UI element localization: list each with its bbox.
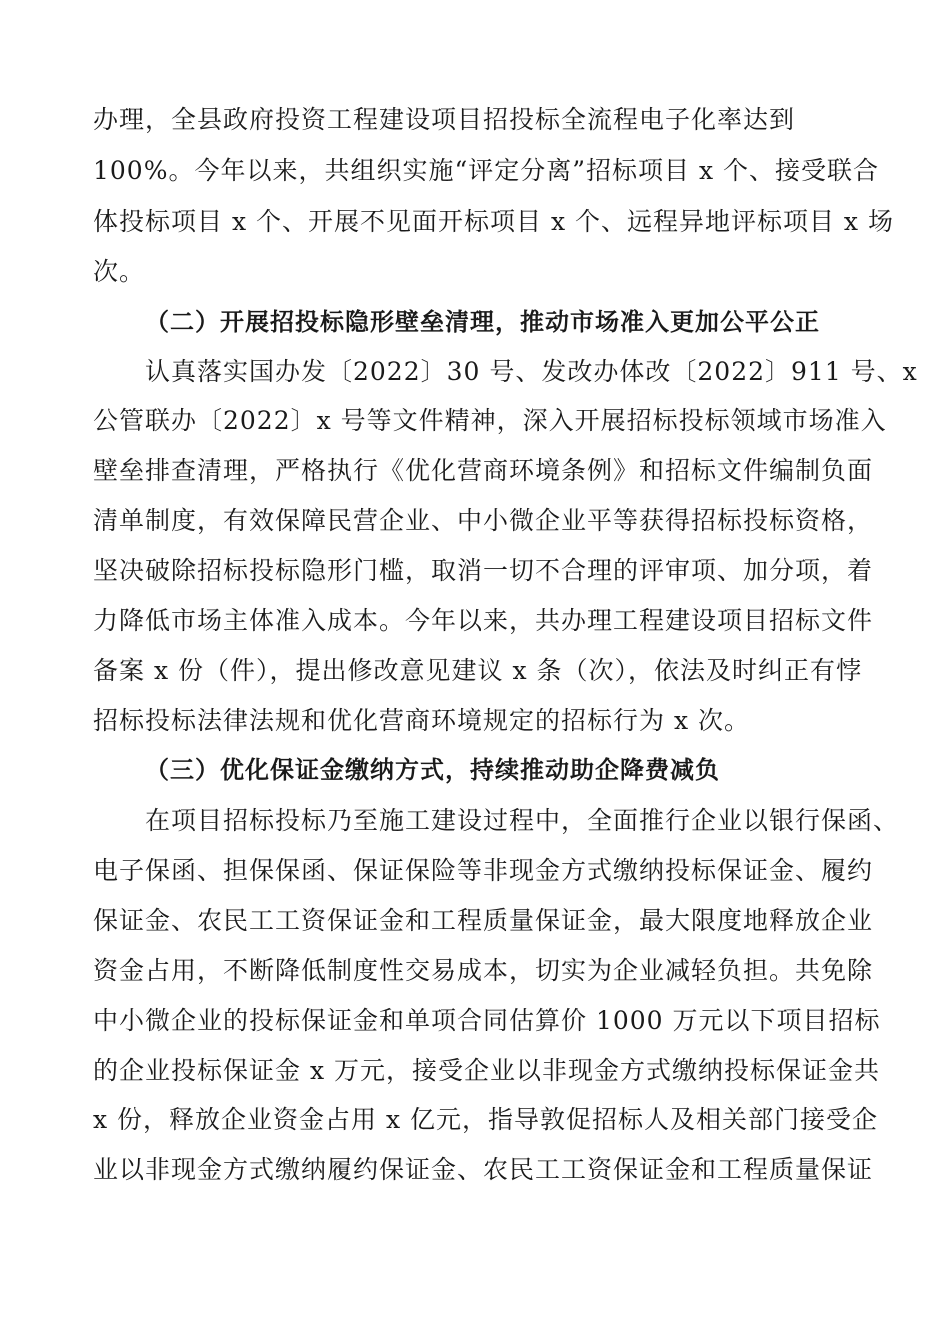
paragraph-line: 公管联办〔2022〕x 号等文件精神，深入开展招标投标领域市场准入 [93, 406, 887, 435]
paragraph-line: 电子保函、担保保函、保证保险等非现金方式缴纳投标保证金、履约 [93, 856, 874, 885]
paragraph-line: 中小微企业的投标保证金和单项合同估算价 1000 万元以下项目招标 [93, 1006, 881, 1035]
paragraph-line: 招标投标法律法规和优化营商环境规定的招标行为 x 次。 [93, 706, 750, 735]
paragraph-line: 保证金、农民工工资保证金和工程质量保证金，最大限度地释放企业 [93, 906, 874, 935]
paragraph-line: 业以非现金方式缴纳履约保证金、农民工工资保证金和工程质量保证 [93, 1155, 874, 1184]
paragraph-line: 体投标项目 x 个、开展不见面开标项目 x 个、远程异地评标项目 x 场 [93, 207, 894, 236]
paragraph-line: 次。 [93, 257, 146, 286]
paragraph-line: 资金占用，不断降低制度性交易成本，切实为企业减轻负担。共免除 [93, 956, 874, 985]
paragraph-line: 坚决破除招标投标隐形门槛，取消一切不合理的评审项、加分项，着 [93, 556, 874, 585]
paragraph-line: 力降低市场主体准入成本。今年以来，共办理工程建设项目招标文件 [93, 606, 874, 635]
section-heading-2: （二）开展招投标隐形壁垒清理，推动市场准入更加公平公正 [145, 308, 820, 336]
paragraph-line: 清单制度，有效保障民营企业、中小微企业平等获得招标投标资格， [93, 506, 874, 535]
paragraph-line: 备案 x 份（件），提出修改意见建议 x 条（次），依法及时纠正有悖 [93, 656, 862, 685]
paragraph-line: 认真落实国办发〔2022〕30 号、发改办体改〔2022〕911 号、x [145, 357, 918, 386]
section-heading-3: （三）优化保证金缴纳方式，持续推动助企降费减负 [145, 756, 720, 784]
paragraph-line: 办理，全县政府投资工程建设项目招投标全流程电子化率达到 [93, 105, 796, 134]
paragraph-line: 在项目招标投标乃至施工建设过程中，全面推行企业以银行保函、 [145, 806, 900, 835]
paragraph-line: 100%。今年以来，共组织实施“评定分离”招标项目 x 个、接受联合 [93, 156, 880, 185]
paragraph-line: x 份，释放企业资金占用 x 亿元，指导敦促招标人及相关部门接受企 [93, 1105, 879, 1134]
paragraph-line: 的企业投标保证金 x 万元，接受企业以非现金方式缴纳投标保证金共 [93, 1056, 880, 1085]
paragraph-line: 壁垒排查清理，严格执行《优化营商环境条例》和招标文件编制负面 [93, 456, 874, 485]
